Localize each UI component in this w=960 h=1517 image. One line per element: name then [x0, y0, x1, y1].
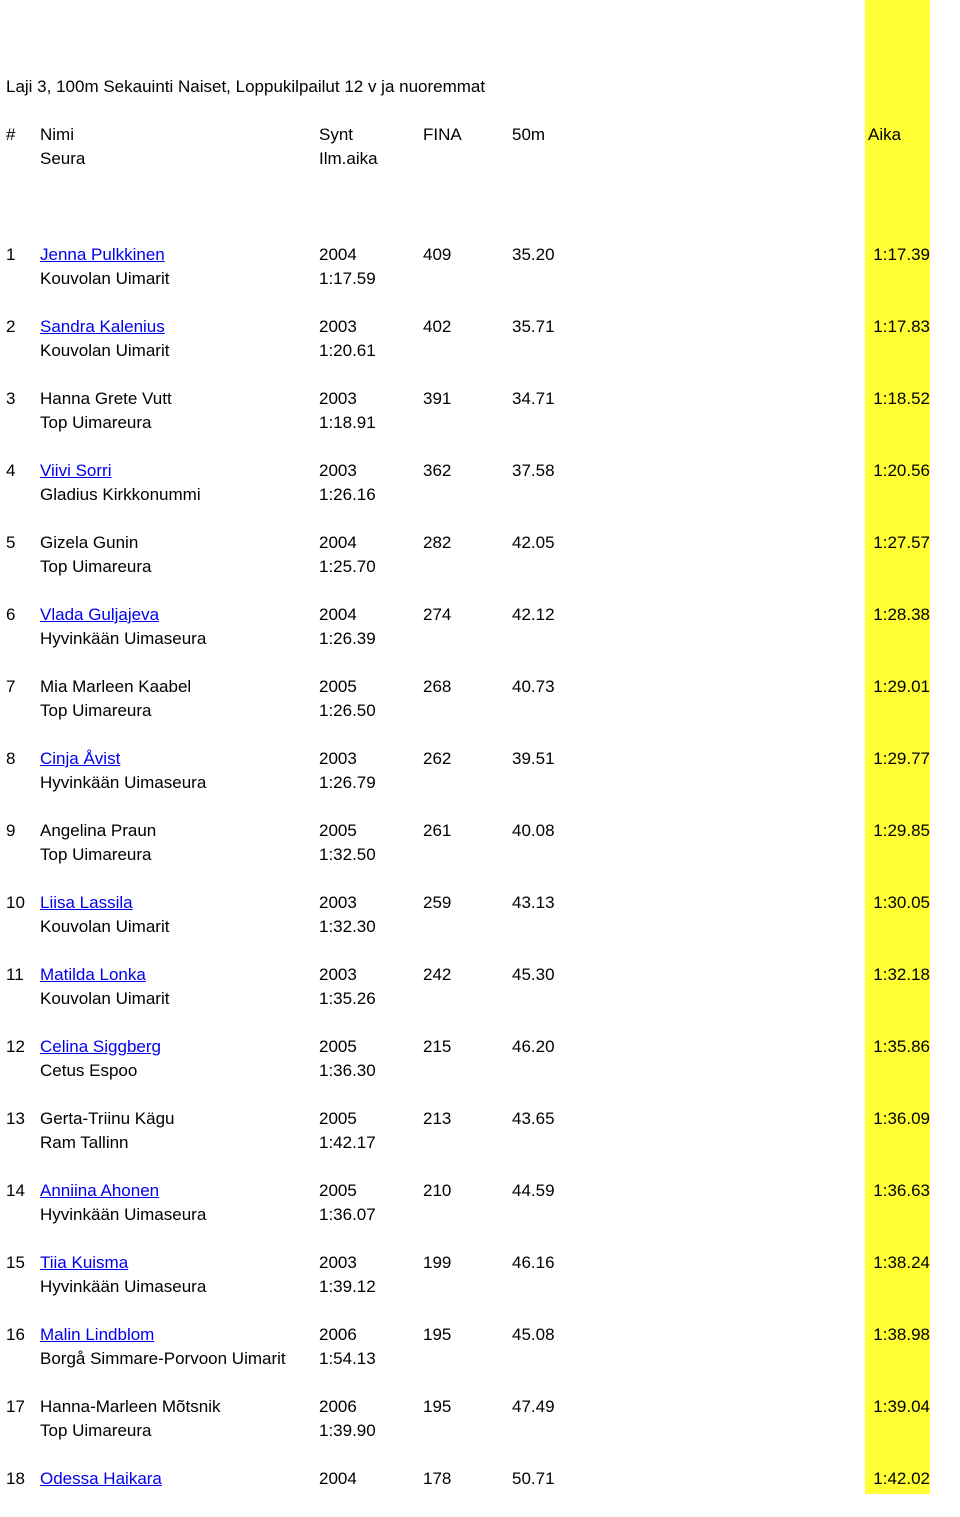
table-row: [0, 1397, 960, 1445]
table-row: [0, 533, 960, 581]
final-time: 1:36.09: [873, 1109, 930, 1128]
swimmer-name-link[interactable]: Jenna Pulkkinen: [40, 245, 165, 264]
fina-points: 178: [423, 1469, 452, 1488]
club-name: Top Uimareura: [40, 701, 152, 720]
fina-points: 274: [423, 605, 452, 624]
header-club: Seura: [40, 149, 86, 168]
club-name: Hyvinkään Uimaseura: [40, 1205, 207, 1224]
rank: 14: [6, 1181, 25, 1200]
club-name: Kouvolan Uimarit: [40, 341, 170, 360]
table-row: [0, 317, 960, 365]
birth-year: 2003: [319, 1253, 357, 1272]
rank: 16: [6, 1325, 25, 1344]
fina-points: 409: [423, 245, 452, 264]
table-row: [0, 389, 960, 437]
rank: 12: [6, 1037, 25, 1056]
rank: 8: [6, 749, 16, 768]
club-name: Gladius Kirkkonummi: [40, 485, 201, 504]
swimmer-name-link[interactable]: Tiia Kuisma: [40, 1253, 129, 1272]
rank: 1: [6, 245, 16, 264]
table-row: [0, 245, 960, 293]
split-50m: 45.08: [512, 1325, 555, 1344]
header-fina-points: FINA: [423, 125, 462, 144]
club-name: Top Uimareura: [40, 413, 152, 432]
split-50m: 40.73: [512, 677, 555, 696]
swimmer-name: Gizela Gunin: [40, 533, 139, 552]
rank: 4: [6, 461, 16, 480]
rank: 11: [6, 965, 24, 984]
entry-time: 1:25.70: [319, 557, 376, 576]
table-row: [0, 965, 960, 1013]
rank: 17: [6, 1397, 25, 1416]
entry-time: 1:26.39: [319, 629, 376, 648]
table-row: [0, 461, 960, 509]
rank: 5: [6, 533, 16, 552]
table-row: [0, 1469, 960, 1517]
entry-time: 1:20.61: [319, 341, 376, 360]
rank: 18: [6, 1469, 25, 1488]
swimmer-name-link[interactable]: Matilda Lonka: [40, 965, 146, 984]
entry-time: 1:26.50: [319, 701, 376, 720]
entry-time: 1:36.07: [319, 1205, 376, 1224]
header-birth-year: Synt: [319, 125, 354, 144]
rank: 13: [6, 1109, 25, 1128]
fina-points: 362: [423, 461, 452, 480]
split-50m: 46.16: [512, 1253, 555, 1272]
fina-points: 282: [423, 533, 452, 552]
club-name: Top Uimareura: [40, 845, 152, 864]
header-rank: #: [6, 125, 16, 144]
final-time: 1:35.86: [873, 1037, 930, 1056]
swimmer-name: Mia Marleen Kaabel: [40, 677, 192, 696]
fina-points: 402: [423, 317, 452, 336]
fina-points: 195: [423, 1397, 452, 1416]
split-50m: 50.71: [512, 1469, 555, 1488]
table-row: [0, 1253, 960, 1301]
final-time: 1:32.18: [873, 965, 930, 984]
club-name: Cetus Espoo: [40, 1061, 138, 1080]
split-50m: 39.51: [512, 749, 555, 768]
entry-time: 1:54.13: [319, 1349, 376, 1368]
club-name: Top Uimareura: [40, 557, 152, 576]
split-50m: 34.71: [512, 389, 555, 408]
club-name: Hyvinkään Uimaseura: [40, 1277, 207, 1296]
club-name: Kouvolan Uimarit: [40, 917, 170, 936]
club-name: Kouvolan Uimarit: [40, 269, 170, 288]
birth-year: 2005: [319, 1037, 357, 1056]
split-50m: 42.12: [512, 605, 555, 624]
entry-time: 1:32.30: [319, 917, 376, 936]
split-50m: 46.20: [512, 1037, 555, 1056]
entry-time: 1:36.30: [319, 1061, 376, 1080]
swimmer-name-link[interactable]: Anniina Ahonen: [40, 1181, 160, 1200]
swimmer-name-link[interactable]: Malin Lindblom: [40, 1325, 155, 1344]
fina-points: 210: [423, 1181, 452, 1200]
fina-points: 262: [423, 749, 452, 768]
swimmer-name-link[interactable]: Vlada Guljajeva: [40, 605, 160, 624]
table-row: [0, 605, 960, 653]
final-time: 1:29.85: [873, 821, 930, 840]
header-split-50m: 50m: [512, 125, 546, 144]
rank: 3: [6, 389, 16, 408]
birth-year: 2006: [319, 1397, 357, 1416]
final-time: 1:38.98: [873, 1325, 930, 1344]
birth-year: 2003: [319, 317, 357, 336]
birth-year: 2004: [319, 1469, 357, 1488]
club-name: Borgå Simmare-Porvoon Uimarit: [40, 1349, 286, 1368]
header-final-time: Aika: [868, 125, 902, 144]
fina-points: 195: [423, 1325, 452, 1344]
rank: 10: [6, 893, 25, 912]
birth-year: 2005: [319, 821, 357, 840]
entry-time: 1:26.79: [319, 773, 376, 792]
fina-points: 199: [423, 1253, 452, 1272]
entry-time: 1:26.16: [319, 485, 376, 504]
birth-year: 2005: [319, 1181, 357, 1200]
swimmer-name: Hanna Grete Vutt: [40, 389, 172, 408]
split-50m: 43.13: [512, 893, 555, 912]
table-row: [0, 677, 960, 725]
split-50m: 35.20: [512, 245, 555, 264]
rank: 15: [6, 1253, 25, 1272]
split-50m: 40.08: [512, 821, 555, 840]
split-50m: 47.49: [512, 1397, 555, 1416]
entry-time: 1:35.26: [319, 989, 376, 1008]
table-row: [0, 1325, 960, 1373]
swimmer-name-link[interactable]: Odessa Haikara: [40, 1469, 162, 1488]
entry-time: 1:42.17: [319, 1133, 376, 1152]
page-title: Laji 3, 100m Sekauinti Naiset, Loppukilpailut 12 v ja nuoremmat: [6, 77, 486, 96]
swimmer-name-link[interactable]: Cinja Åvist: [40, 749, 121, 768]
split-50m: 43.65: [512, 1109, 555, 1128]
entry-time: 1:18.91: [319, 413, 376, 432]
split-50m: 45.30: [512, 965, 555, 984]
split-50m: 44.59: [512, 1181, 555, 1200]
table-row: [0, 1037, 960, 1085]
swimmer-name-link[interactable]: Sandra Kalenius: [40, 317, 165, 336]
final-time: 1:30.05: [873, 893, 930, 912]
fina-points: 261: [423, 821, 452, 840]
final-time: 1:20.56: [873, 461, 930, 480]
table-row: [0, 1109, 960, 1157]
final-time: 1:42.02: [873, 1469, 930, 1488]
split-50m: 42.05: [512, 533, 555, 552]
swimmer-name: Gerta-Triinu Kägu: [40, 1109, 175, 1128]
header-name: Nimi: [40, 125, 74, 144]
swimmer-name: Angelina Praun: [40, 821, 157, 840]
swimmer-name-link[interactable]: Liisa Lassila: [40, 893, 133, 912]
final-time: 1:29.77: [873, 749, 930, 768]
birth-year: 2004: [319, 245, 357, 264]
split-50m: 37.58: [512, 461, 555, 480]
birth-year: 2003: [319, 461, 357, 480]
fina-points: 259: [423, 893, 452, 912]
swimmer-name-link[interactable]: Celina Siggberg: [40, 1037, 161, 1056]
final-time: 1:29.01: [873, 677, 930, 696]
club-name: Kouvolan Uimarit: [40, 989, 170, 1008]
entry-time: 1:17.59: [319, 269, 376, 288]
rank: 2: [6, 317, 16, 336]
entry-time: 1:39.12: [319, 1277, 376, 1296]
rank: 7: [6, 677, 16, 696]
table-row: [0, 893, 960, 941]
final-time: 1:36.63: [873, 1181, 930, 1200]
birth-year: 2004: [319, 533, 357, 552]
entry-time: 1:32.50: [319, 845, 376, 864]
birth-year: 2004: [319, 605, 357, 624]
split-50m: 35.71: [512, 317, 555, 336]
club-name: Ram Tallinn: [40, 1133, 129, 1152]
fina-points: 391: [423, 389, 452, 408]
swimmer-name: Hanna-Marleen Mõtsnik: [40, 1397, 221, 1416]
final-time: 1:28.38: [873, 605, 930, 624]
birth-year: 2003: [319, 389, 357, 408]
swimmer-name-link[interactable]: Viivi Sorri: [40, 461, 112, 480]
final-time: 1:17.83: [873, 317, 930, 336]
final-time: 1:39.04: [873, 1397, 930, 1416]
final-time: 1:27.57: [873, 533, 930, 552]
club-name: Top Uimareura: [40, 1421, 152, 1440]
final-time: 1:17.39: [873, 245, 930, 264]
table-row: [0, 1181, 960, 1229]
final-time: 1:38.24: [873, 1253, 930, 1272]
entry-time: 1:39.90: [319, 1421, 376, 1440]
fina-points: 268: [423, 677, 452, 696]
birth-year: 2003: [319, 749, 357, 768]
birth-year: 2005: [319, 1109, 357, 1128]
club-name: Hyvinkään Uimaseura: [40, 773, 207, 792]
rank: 9: [6, 821, 16, 840]
fina-points: 242: [423, 965, 452, 984]
header-entry-time: Ilm.aika: [319, 149, 378, 168]
birth-year: 2003: [319, 893, 357, 912]
birth-year: 2005: [319, 677, 357, 696]
birth-year: 2006: [319, 1325, 357, 1344]
club-name: Hyvinkään Uimaseura: [40, 629, 207, 648]
fina-points: 215: [423, 1037, 452, 1056]
rank: 6: [6, 605, 16, 624]
final-time: 1:18.52: [873, 389, 930, 408]
table-row: [0, 821, 960, 869]
birth-year: 2003: [319, 965, 357, 984]
fina-points: 213: [423, 1109, 452, 1128]
table-row: [0, 749, 960, 797]
